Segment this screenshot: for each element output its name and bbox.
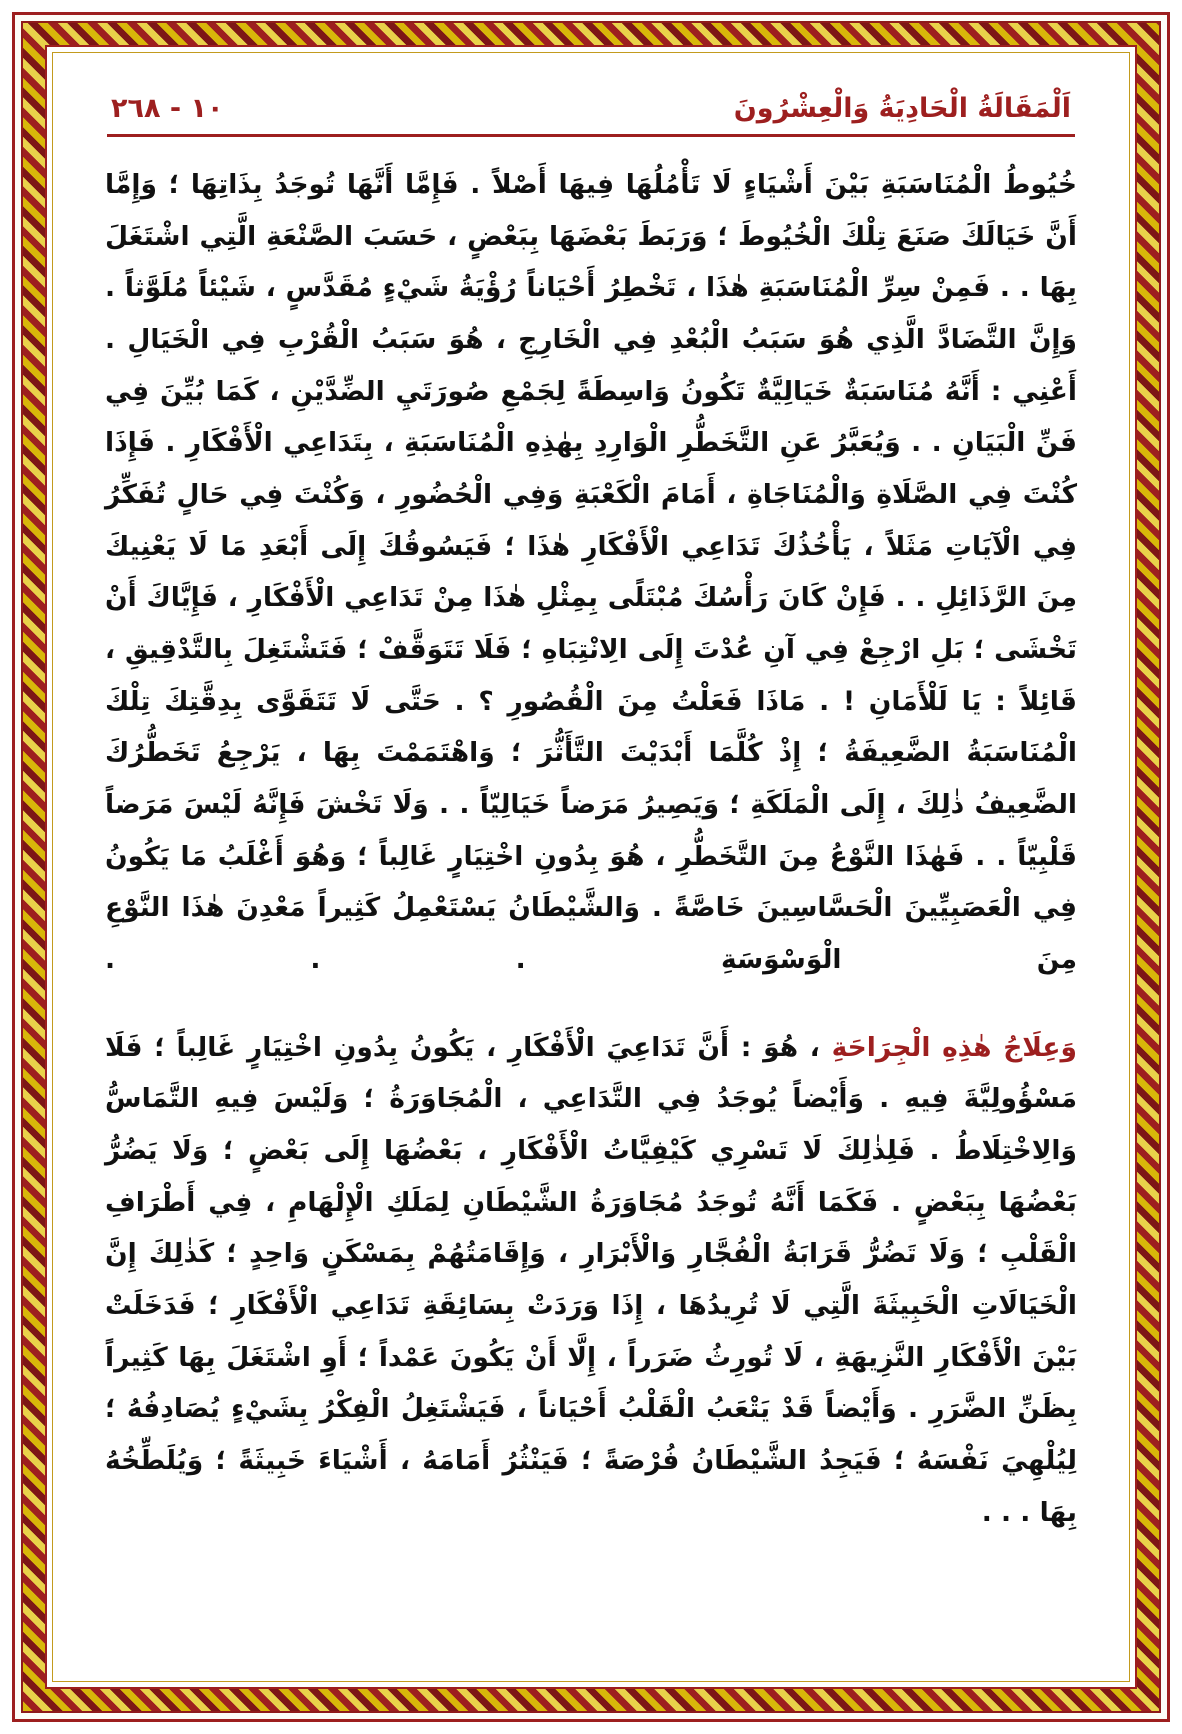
paragraph-2: [105, 1022, 1077, 1539]
paragraph-2-lead: وَعِلَاجُ هٰذِهِ الْجِرَاحَةِ: [831, 1031, 1077, 1063]
page-border-ornament: [21, 21, 1161, 1713]
chapter-title: اَلْمَقَالَةُ الْحَادِيَةُ وَالْعِشْرُونَ: [733, 93, 1071, 124]
header-divider: [107, 134, 1075, 137]
paragraph-spacer: [105, 996, 1077, 1022]
page-border-inner: [45, 45, 1137, 1689]
page-content: [53, 53, 1129, 1681]
paragraph-1: [105, 159, 1077, 986]
paragraph-2-text: ، هُوَ : أَنَّ تَدَاعِيَ الْأَفْكَارِ ، يَكُونُ بِدُونِ اخْتِيَارٍ غَالِباً ؛ فَلَا مَسْؤُولِيَّةَ فِيهِ . وَأَيْضاً يُوجَدُ فِي التَّدَاعِي ، الْمُجَاوَرَةُ ؛ وَلَيْسَ فِيهِ التَّمَاسُّ وَالِاخْتِلَاطُ . فَلِذٰلِكَ لَا تَسْرِي كَيْفِيَّاتُ الْأَفْكَارِ ، بَعْضُهَا إِلَى بَعْضٍ ؛ وَلَا يَضُرُّ بَعْضُهَا بِبَعْضٍ . فَكَمَا أَنَّهُ تُوجَدُ مُجَاوَرَةُ الشَّيْطَانِ لِمَلَكِ الْإِلْهَامِ ، فِي أَطْرَافِ الْقَلْبِ ؛ وَلَا تَضُرُّ قَرَابَةُ الْفُجَّارِ وَالْأَبْرَارِ ، وَإِقَامَتُهُمْ بِمَسْكَنٍ وَاحِدٍ ؛ كَذٰلِكَ إِنَّ الْخَيَالَاتِ الْخَبِيثَةَ الَّتِي لَا تُرِيدُهَا ، إِذَا وَرَدَتْ بِسَائِقَةِ تَدَاعِي الْأَفْكَارِ ؛ فَدَخَلَتْ بَيْنَ الْأَفْكَارِ النَّزِيهَةِ ، لَا تُورِثُ ضَرَراً ، إِلَّا أَنْ يَكُونَ عَمْداً ؛ أَوِ اشْتَغَلَ بِهَا كَثِيراً بِظَنِّ الضَّرَرِ . وَأَيْضاً قَدْ يَتْعَبُ الْقَلْبُ أَحْيَاناً ، فَيَشْتَغِلُ الْفِكْرُ بِشَيْءٍ يُصَادِفُهُ ؛ لِيُلْهِيَ نَفْسَهُ ؛ فَيَجِدُ الشَّيْطَانُ فُرْصَةً ؛ فَيَنْثُرُ أَمَامَهُ ، أَشْيَاءَ خَبِيثَةً ؛ وَيُلَطِّخُهُ بِهَا . . .: [105, 1031, 1077, 1528]
page-border-outer: [12, 12, 1170, 1722]
page-border-inner-thin: [52, 52, 1130, 1682]
body-text: [97, 159, 1085, 1538]
paragraph-1-text: خُيُوطُ الْمُنَاسَبَةِ بَيْنَ أَشْيَاءٍ لَا تَأْمُلُهَا فِيهَا أَصْلاً . فَإِمَّا أَنَّهَا تُوجَدُ بِذَاتِهَا ؛ وَإِمَّا أَنَّ خَيَالَكَ صَنَعَ تِلْكَ الْخُيُوطَ ؛ وَرَبَطَ بَعْضَهَا بِبَعْضٍ ، حَسَبَ الصَّنْعَةِ الَّتِي اشْتَغَلَ بِهَا . . فَمِنْ سِرِّ الْمُنَاسَبَةِ هٰذَا ، تَخْطِرُ أَحْيَاناً رُؤْيَةُ شَيْءٍ مُقَدَّسٍ ، شَيْئاً مُلَوَّثاً . وَإِنَّ التَّضَادَّ الَّذِي هُوَ سَبَبُ الْبُعْدِ فِي الْخَارِجِ ، هُوَ سَبَبُ الْقُرْبِ فِي الْخَيَالِ . أَعْنِي : أَنَّهُ مُنَاسَبَةٌ خَيَالِيَّةٌ تَكُونُ وَاسِطَةً لِجَمْعِ صُورَتَيِ الضِّدَّيْنِ ، كَمَا بُيِّنَ فِي فَنِّ الْبَيَانِ . . وَيُعَبَّرُ عَنِ التَّخَطُّرِ الْوَارِدِ بِهٰذِهِ الْمُنَاسَبَةِ ، بِتَدَاعِي الْأَفْكَارِ . فَإِذَا كُنْتَ فِي الصَّلَاةِ وَالْمُنَاجَاةِ ، أَمَامَ الْكَعْبَةِ وَفِي الْحُضُورِ ، وَكُنْتَ فِي حَالٍ تُفَكِّرُ فِي الْآيَاتِ مَثَلاً ، يَأْخُذُكَ تَدَاعِي الْأَفْكَارِ هٰذَا ؛ فَيَسُوقُكَ إِلَى أَبْعَدِ مَا لَا يَعْنِيكَ مِنَ الرَّذَائِلِ . . فَإِنْ كَانَ رَأْسُكَ مُبْتَلًى بِمِثْلِ هٰذَا مِنْ تَدَاعِي الْأَفْكَارِ ، فَإِيَّاكَ أَنْ تَخْشَى ؛ بَلِ ارْجِعْ فِي آنِ عُدْتَ إِلَى الِانْتِبَاهِ ؛ فَلَا تَتَوَقَّفْ ؛ فَتَشْتَغِلَ بِالتَّدْقِيقِ ، قَائِلاً : يَا لَلْأَمَانِ ! . مَاذَا فَعَلْتُ مِنَ الْقُصُورِ ؟ . حَتَّى لَا تَتَقَوَّى بِدِقَّتِكَ تِلْكَ الْمُنَاسَبَةُ الضَّعِيفَةُ ؛ إِذْ كُلَّمَا أَبْدَيْتَ التَّأَثُّرَ ؛ وَاهْتَمَمْتَ بِهَا ، يَرْجِعُ تَخَطُّرُكَ الضَّعِيفُ ذٰلِكَ ، إِلَى الْمَلَكَةِ ؛ وَيَصِيرُ مَرَضاً خَيَالِيّاً . . وَلَا تَخْشَ فَإِنَّهُ لَيْسَ مَرَضاً قَلْبِيّاً . . فَهٰذَا النَّوْعُ مِنَ التَّخَطُّرِ ، هُوَ بِدُونِ اخْتِيَارٍ غَالِباً ؛ وَهُوَ أَغْلَبُ مَا يَكُونُ فِي الْعَصَبِيِّينَ الْحَسَّاسِينَ خَاصَّةً . وَالشَّيْطَانُ يَسْتَعْمِلُ كَثِيراً مَعْدِنَ هٰذَا النَّوْعِ مِنَ الْوَسْوَسَةِ . . .: [105, 169, 1077, 976]
page-header: [97, 87, 1085, 124]
page-number: ١٠ - ٢٦٨: [111, 93, 224, 124]
